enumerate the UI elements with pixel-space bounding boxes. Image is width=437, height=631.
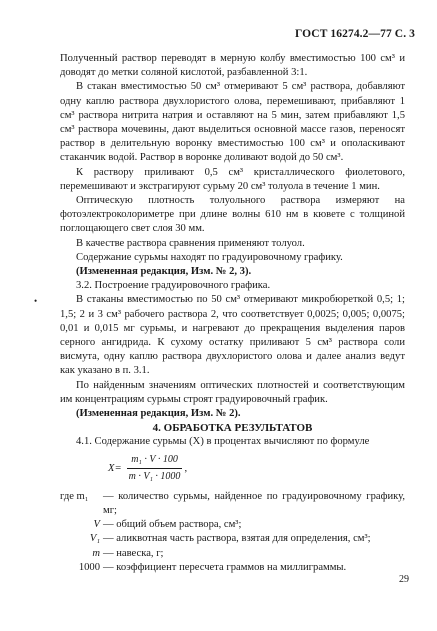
definition-symbol: V₁ bbox=[89, 533, 100, 545]
subsection-heading: 3.2. Построение градуировочного графика. bbox=[76, 280, 271, 292]
definition-item bbox=[60, 561, 405, 575]
definition-text: — навеска, г; bbox=[103, 547, 164, 559]
paragraph: Полученный раствор переводят в мерную колбу вместимостью 100 см³ и доводят до метки соляной кислотой, разбавленной 3:1. bbox=[60, 53, 405, 79]
formula-fraction bbox=[125, 453, 188, 484]
definition-item bbox=[60, 490, 405, 518]
page-header: ГОСТ 16274.2—77 С. 3 bbox=[294, 28, 415, 40]
definition-text: — общий объем раствора, см³; bbox=[103, 519, 242, 531]
formula-tail: , bbox=[184, 462, 188, 474]
formula-denominator: m · V₁ · 1000 bbox=[128, 471, 181, 483]
paragraph: В качестве раствора сравнения применяют толуол. bbox=[76, 237, 305, 249]
formula bbox=[108, 452, 405, 486]
formula-lhs: X= bbox=[108, 462, 122, 474]
definition-text: — количество сурьмы, найденное по градуировочному графику, мг; bbox=[103, 490, 405, 516]
page-number: 29 bbox=[399, 574, 409, 585]
definition-symbol: V bbox=[93, 519, 100, 531]
section-title: 4. ОБРАБОТКА РЕЗУЛЬТАТОВ bbox=[152, 422, 313, 435]
paragraph: По найденным значениям оптических плотностей и соответствующим им концентрациям сурьмы строят градуировочный график. bbox=[60, 379, 405, 405]
definition-symbol: m bbox=[92, 547, 100, 559]
formula-numerator: m₁ · V · 100 bbox=[127, 453, 182, 469]
definition-text: — коэффициент пересчета граммов на миллиграммы. bbox=[103, 561, 347, 573]
definition-text: — аликвотная часть раствора, взятая для определения, см³; bbox=[103, 533, 371, 545]
definition-item bbox=[60, 518, 405, 532]
paragraph: Содержание сурьмы находят по градуировочному графику. bbox=[76, 251, 343, 263]
definition-symbol: 1000 bbox=[78, 561, 100, 573]
paragraph: Оптическую плотность толуольного раствора измеряют на фотоэлектроколориметре при длине волны 610 нм в кювете с толщиной поглощающего свет слоя 30 мм. bbox=[60, 195, 405, 235]
definition-item bbox=[60, 532, 405, 546]
definitions-list bbox=[60, 490, 405, 575]
amendment-note: (Измененная редакция, Изм. № 2). bbox=[76, 408, 241, 420]
document-body bbox=[60, 52, 405, 575]
amendment-note: (Измененная редакция, Изм. № 2, 3). bbox=[76, 266, 252, 278]
paragraph: В стакан вместимостью 50 см³ отмеривают 5 см³ раствора, добавляют одну каплю раствора двухлористого олова, перемешивают, прибавляют 1 см³ раствора нитрита натрия и оставляют на 5 мин, затем прибавляют 1,5 см³ раствора мочевины, дают выделиться основной массе газов, переносят раствор в делительную воронку вместимостью 100 см³ и ополаскивают стаканчик водой. Раствор в воронке доливают водой до 50 см³. bbox=[60, 81, 405, 164]
definition-item bbox=[60, 547, 405, 561]
paragraph: В стаканы вместимостью по 50 см³ отмеривают микробюреткой 0,5; 1; 1,5; 2 и 3 см³ рабочего раствора 2, что соответствует 0,0025; 0,005; 0,0075; 0,01 и 0,015 мг сурьмы, и нагревают до прекращения выделения паров серного ангидрида. К сухому остатку приливают 5 см³ раствора соли висмута, одну каплю раствора двухлористого олова и далее анализ ведут как указано в п. 3.1. bbox=[60, 294, 405, 377]
section-intro: 4.1. Содержание сурьмы (X) в процентах вычисляют по формуле bbox=[76, 436, 370, 448]
margin-mark: • bbox=[34, 296, 38, 306]
definition-symbol: где m₁ bbox=[60, 490, 89, 502]
paragraph: К раствору приливают 0,5 см³ кристаллического фиолетового, перемешивают и экстрагируют сурьму 20 см³ толуола в течение 1 мин. bbox=[60, 166, 405, 192]
